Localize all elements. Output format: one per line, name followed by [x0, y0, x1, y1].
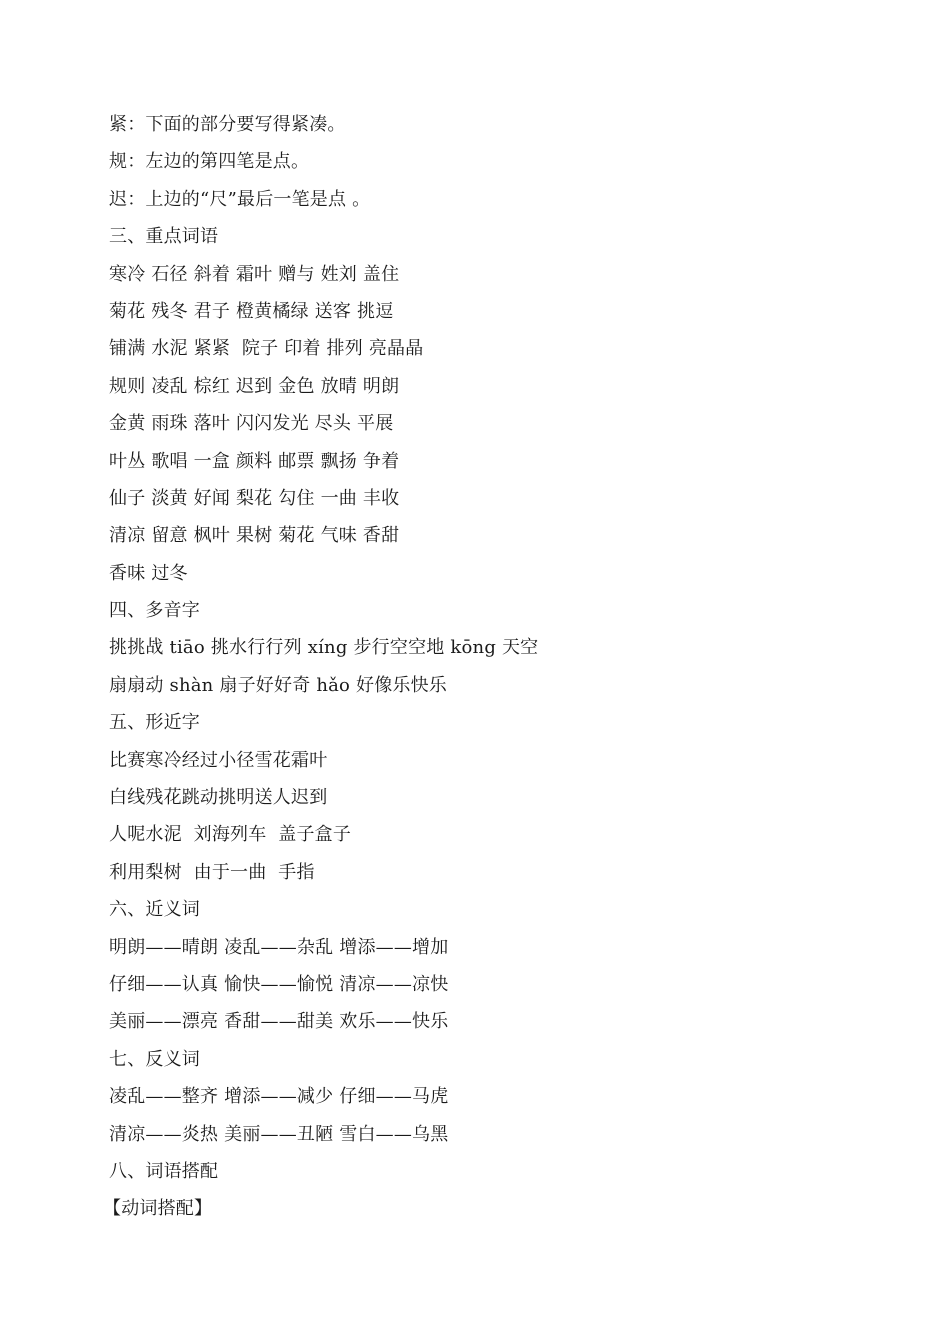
antonym-line-1: 凌乱——整齐 增添——减少 仔细——马虎 [109, 1086, 449, 1108]
word-list-line-1: 寒冷 石径 斜着 霜叶 赠与 姓刘 盖住 [109, 263, 400, 285]
word-list-line-5: 金黄 雨珠 落叶 闪闪发光 尽头 平展 [109, 413, 394, 435]
similar-char-line-4: 利用梨树 由于一曲 手指 [109, 861, 315, 883]
synonym-line-2: 仔细——认真 愉快——愉悦 清凉——凉快 [109, 973, 449, 995]
word-list-line-7: 仙子 淡黄 好闻 梨花 勾住 一曲 丰收 [109, 487, 400, 509]
word-list-line-6: 叶丛 歌唱 一盒 颜料 邮票 飘扬 争着 [109, 450, 400, 472]
similar-char-line-2: 白线残花跳动挑明送人迟到 [109, 787, 328, 809]
section-heading-similar-characters: 五、形近字 [109, 712, 200, 734]
polyphone-line-2: 扇扇动 shàn 扇子好好奇 hǎo 好像乐快乐 [109, 674, 448, 696]
antonym-line-2: 清凉——炎热 美丽——丑陋 雪白——乌黑 [109, 1123, 449, 1145]
section-heading-synonyms: 六、近义词 [109, 899, 200, 921]
word-list-line-3: 铺满 水泥 紧紧 院子 印着 排列 亮晶晶 [109, 338, 424, 360]
subheading-verb-collocations: 【动词搭配】 [103, 1198, 213, 1220]
document-body [103, 106, 869, 1228]
synonym-line-1: 明朗——晴朗 凌乱——杂乱 增添——增加 [109, 936, 449, 958]
section-heading-polyphones: 四、多音字 [109, 600, 200, 622]
word-list-line-2: 菊花 残冬 君子 橙黄橘绿 送客 挑逗 [109, 300, 394, 322]
text-line-1: 紧：下面的部分要写得紧凑。 [109, 114, 346, 135]
similar-char-line-3: 人呢水泥 刘海列车 盖子盒子 [109, 824, 352, 846]
synonym-line-3: 美丽——漂亮 香甜——甜美 欢乐——快乐 [109, 1011, 449, 1033]
text-line-3: 迟：上边的“尺”最后一笔是点 。 [109, 188, 371, 210]
word-list-line-8: 清凉 留意 枫叶 果树 菊花 气味 香甜 [109, 525, 400, 547]
section-heading-collocations: 八、词语搭配 [109, 1160, 219, 1182]
text-line-2: 规：左边的第四笔是点。 [109, 151, 310, 173]
word-list-line-9: 香味 过冬 [109, 562, 188, 584]
similar-char-line-1: 比赛寒冷经过小径雪花霜叶 [109, 749, 328, 771]
polyphone-line-1: 挑挑战 tiāo 挑水行行列 xíng 步行空空地 kōng 天空 [109, 637, 539, 659]
section-heading-antonyms: 七、反义词 [109, 1048, 200, 1070]
word-list-line-4: 规则 凌乱 棕红 迟到 金色 放晴 明朗 [109, 375, 400, 397]
section-heading-key-words: 三、重点词语 [109, 226, 219, 248]
